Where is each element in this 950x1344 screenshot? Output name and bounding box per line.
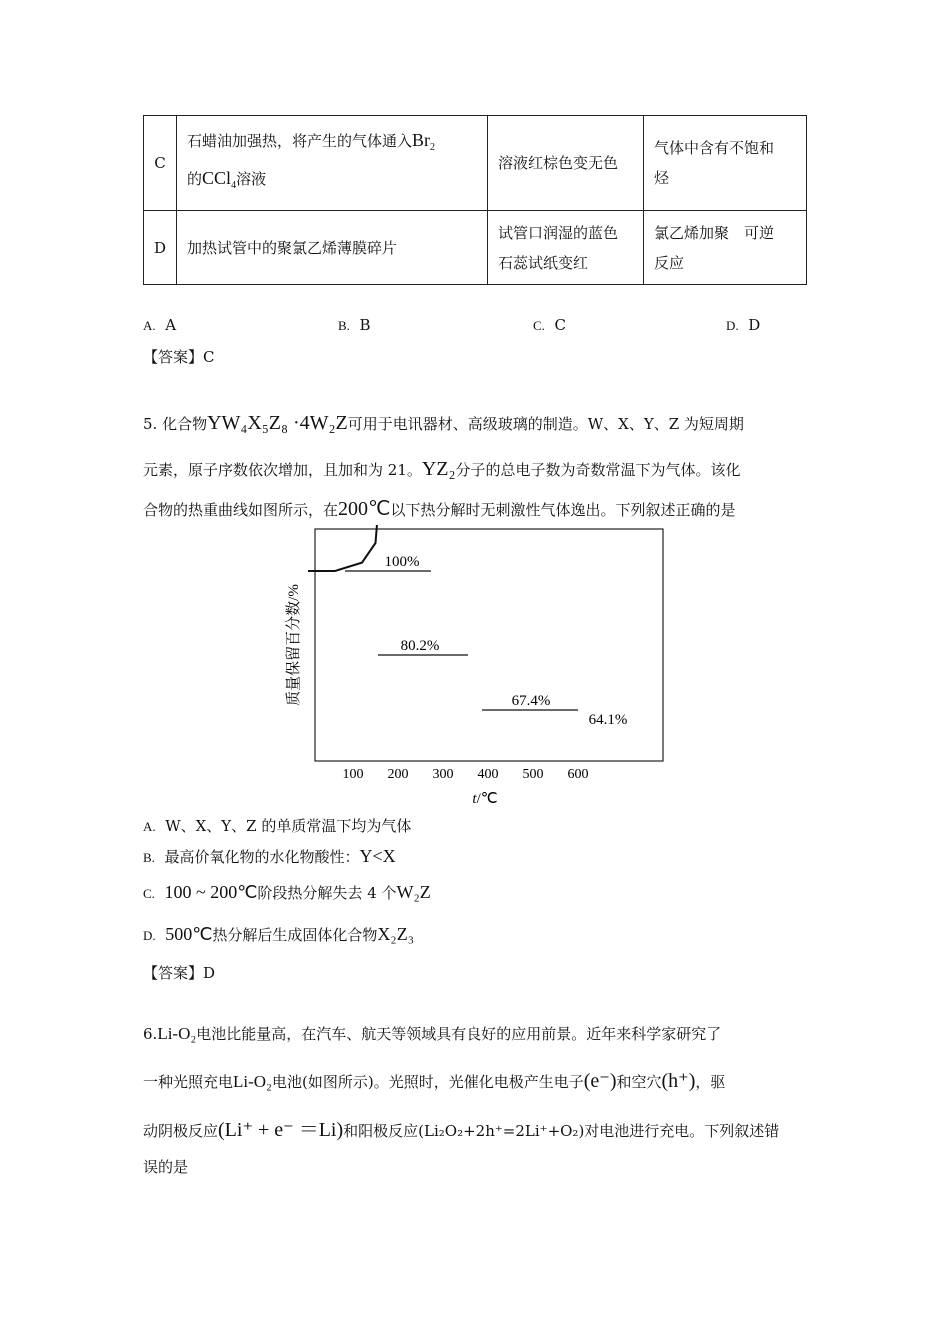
q5-line3: 合物的热重曲线如图所示，在200℃以下热分解时无刺激性气体逸出。下列叙述正确的是 — [143, 498, 736, 520]
phenomenon-cell: 溶液红棕色变无色 — [488, 116, 644, 211]
annotation-label: 80.2% — [400, 638, 440, 654]
conclusion-cell: 氯乙烯加聚 可逆 反应 — [644, 211, 807, 285]
experiment-table — [143, 115, 807, 285]
q4-option-b: B. B — [338, 316, 371, 334]
q5-option-a: A. W、X、Y、Z 的单质常温下均为气体 — [143, 817, 412, 835]
x-tick-labels — [343, 767, 589, 782]
annotation-label: 67.4% — [511, 693, 551, 709]
q6-line3: 动阴极反应(Li⁺ + e⁻ ＝Li)和阳极反应(Li₂O₂+2h⁺=2Li⁺+O₂)对电池进行充电。下列叙述错 — [143, 1119, 780, 1141]
x-tick-label: 400 — [477, 767, 499, 782]
x-tick-label: 200 — [387, 767, 409, 782]
x-tick-label: 300 — [432, 767, 454, 782]
q4-option-d: D. D — [726, 316, 761, 334]
x-tick-label: 500 — [522, 767, 544, 782]
operation-cell: 石蜡油加强热，将产生的气体通入$Br_2$ 的CCl$_4$溶液 — [177, 116, 488, 211]
conclusion-cell: 气体中含有不饱和 烃 — [644, 116, 807, 211]
q4-option-a: A. A — [143, 316, 177, 334]
q6-line4: 误的是 — [143, 1158, 189, 1176]
thermogravimetric-chart — [278, 525, 678, 815]
x-tick-label: 600 — [567, 767, 589, 782]
operation-cell: 加热试管中的聚氯乙烯薄膜碎片 — [177, 211, 488, 285]
q6-line1: 6.Li-O₂电池比能量高，在汽车、航天等领域具有良好的应用前景。近年来科学家研究了 — [143, 1024, 722, 1043]
q5-answer: 【答案】D — [143, 964, 216, 982]
y-axis-label: 质量保留百分数/% — [286, 584, 302, 706]
tg-curve — [308, 525, 659, 571]
x-axis-label: t/℃ — [472, 791, 498, 807]
row-label: C — [144, 116, 177, 211]
annotations — [345, 554, 627, 728]
q4-answer: 【答案】C — [143, 348, 215, 366]
annotation-label: 64.1% — [588, 712, 628, 728]
q5-line2: 元素，原子序数依次增加，且加和为 21。YZ₂分子的总电子数为奇数常温下为气体。该化 — [143, 458, 741, 480]
phenomenon-cell: 试管口润湿的蓝色 石蕊试纸变红 — [488, 211, 644, 285]
x-tick-label: 100 — [342, 767, 364, 782]
row-label: D — [144, 211, 177, 285]
q6-line2: 一种光照充电Li-O₂电池(如图所示)。光照时，光催化电极产生电子(e⁻)和空穴(h⁺)，驱 — [143, 1070, 726, 1092]
q5-option-b: B. 最高价氧化物的水化物酸性：Y<X — [143, 846, 396, 866]
q5-option-d: D. 500℃热分解后生成固体化合物X₂Z₃ — [143, 924, 414, 944]
q5-option-c: C. 100 ~ 200℃阶段热分解失去 4 个W₂Z — [143, 882, 431, 902]
q5-line1: 5. 化合物YW₄X₅Z₈ ·4W₂Z可用于电讯器材、高级玻璃的制造。W、X、Y、Z 为短周期 — [143, 412, 744, 434]
annotation-label: 100% — [384, 554, 420, 570]
q4-option-c: C. C — [533, 316, 566, 334]
